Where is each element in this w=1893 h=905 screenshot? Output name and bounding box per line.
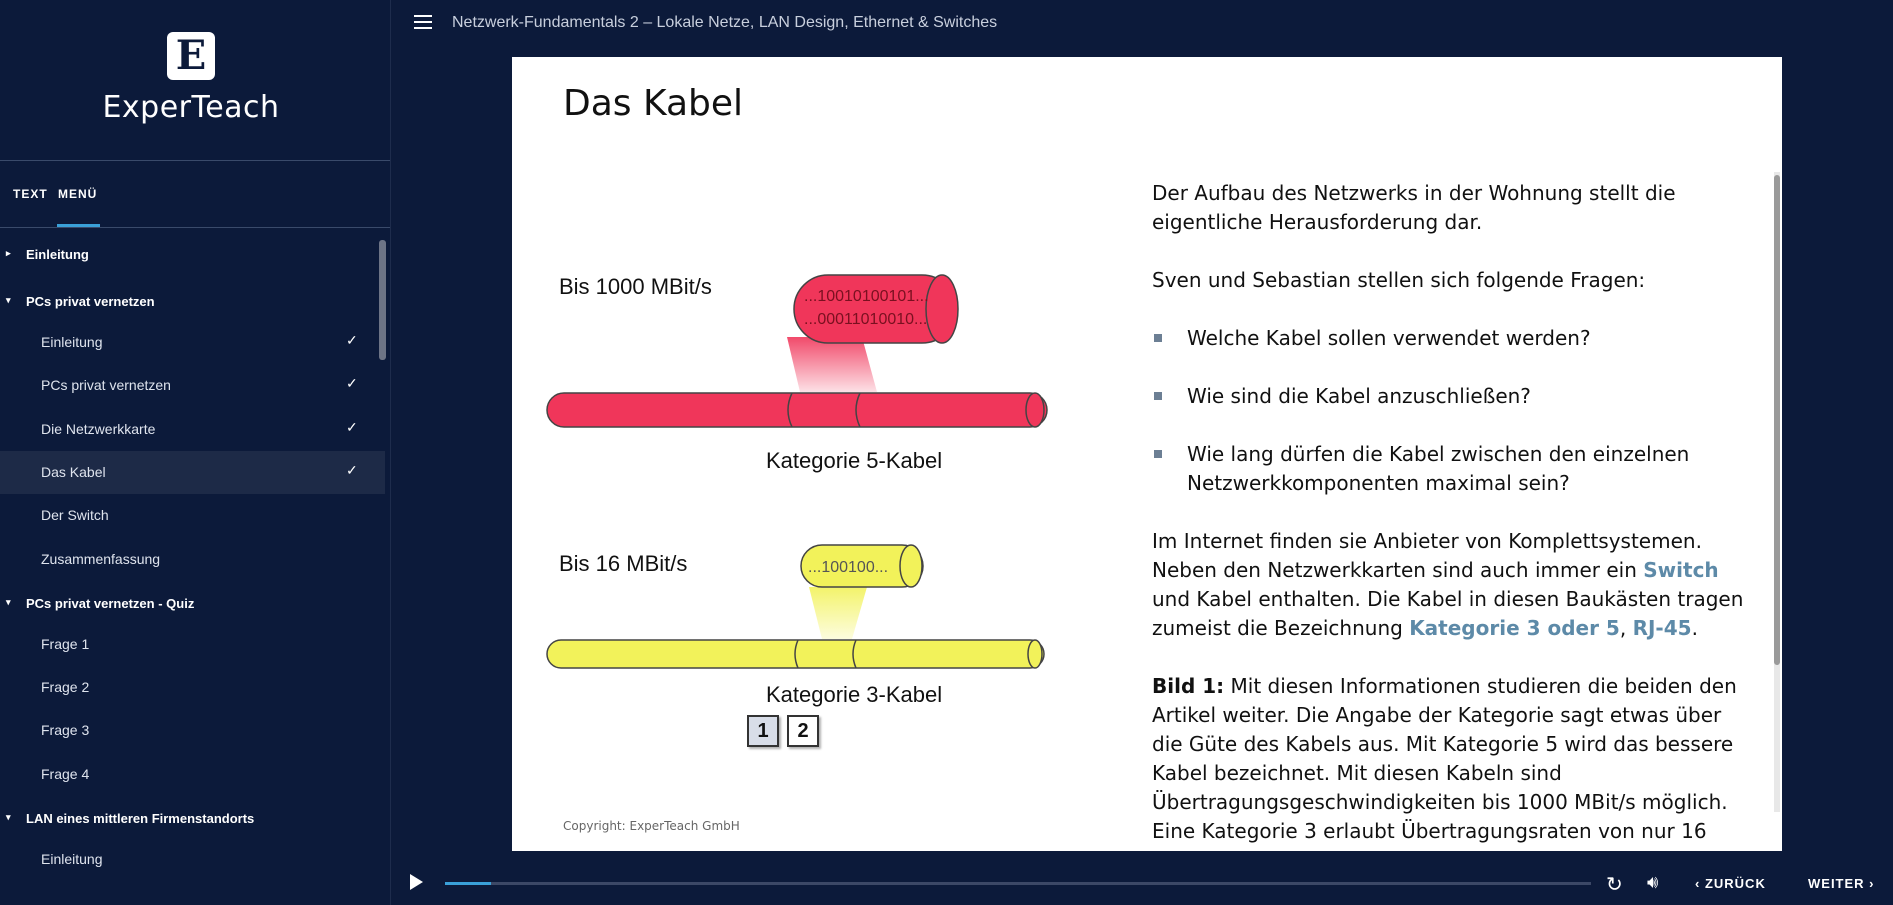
- cat5-bits-1: ...10010100101...: [804, 288, 929, 305]
- cat3-speed-label: Bis 16 MBit/s: [559, 551, 688, 576]
- cat5-bits-2: ...00011010010...: [804, 311, 928, 328]
- hamburger-menu-icon[interactable]: [414, 15, 434, 31]
- checkmark-icon: ✓: [346, 375, 358, 392]
- checkmark-icon: ✓: [346, 418, 358, 435]
- replay-icon[interactable]: ↻: [1606, 874, 1623, 896]
- checkmark-icon: ✓: [346, 461, 358, 478]
- slide-title: Das Kabel: [563, 83, 744, 124]
- sidebar-tabs: [0, 160, 390, 228]
- play-icon[interactable]: [410, 874, 423, 890]
- caret-down-icon: ▾: [6, 812, 11, 822]
- menu-item[interactable]: [0, 623, 385, 666]
- next-button[interactable]: WEITER ›: [1808, 876, 1875, 891]
- menu-section[interactable]: [0, 589, 375, 619]
- sidebar: [0, 0, 391, 905]
- menu-item-label: Einleitung: [41, 334, 103, 350]
- rj45-link[interactable]: RJ-45: [1632, 616, 1692, 640]
- cat5-beam: [787, 337, 877, 392]
- menu-section[interactable]: [0, 240, 375, 270]
- caret-right-icon: ▸: [6, 248, 11, 258]
- menu-item[interactable]: [0, 709, 385, 752]
- menu-item-label: Der Switch: [41, 507, 109, 524]
- menu-item-label: PCs privat vernetzen: [41, 377, 171, 394]
- caret-down-icon: ▾: [6, 295, 11, 305]
- paragraph-intro: Der Aufbau des Netzwerks in der Wohnung stellt die eigentliche Herausforderung dar.: [1152, 181, 1676, 234]
- menu-item-label: Das Kabel: [41, 463, 106, 480]
- cat5-bits-cylinder: [794, 275, 958, 343]
- menu-item[interactable]: [0, 321, 385, 364]
- tab-active-indicator: [57, 224, 100, 227]
- sidebar-scrollbar[interactable]: [379, 240, 386, 360]
- switch-link[interactable]: Switch: [1643, 558, 1719, 582]
- slide-text: [1152, 179, 1752, 851]
- menu-item-label: Einleitung: [41, 851, 103, 867]
- cat5-speed-label: Bis 1000 MBit/s: [559, 274, 712, 299]
- slide-content: [512, 57, 1782, 851]
- cable-diagram: [542, 197, 1102, 717]
- menu-section-label: PCs privat vernetzen: [26, 294, 155, 309]
- list-item: Wie sind die Kabel anzuschließen?: [1152, 382, 1752, 411]
- slide-scrollbar[interactable]: [1774, 175, 1780, 665]
- menu-section[interactable]: [0, 804, 375, 834]
- question-list: [1152, 324, 1752, 498]
- menu-item[interactable]: [0, 494, 385, 537]
- tab-menu[interactable]: MENÜ: [58, 187, 98, 201]
- caret-down-icon: ▾: [6, 596, 11, 607]
- logo: [0, 0, 390, 160]
- category-link[interactable]: Kategorie 3 oder 5: [1409, 616, 1620, 640]
- cat5-label: Kategorie 5-Kabel: [766, 448, 943, 473]
- list-item: Welche Kabel sollen verwendet werden?: [1152, 324, 1752, 353]
- menu-item[interactable]: [0, 538, 385, 581]
- menu-item-label: Zusammenfassung: [41, 550, 161, 567]
- logo-mark: E: [167, 32, 215, 80]
- menu-item[interactable]: [0, 753, 385, 796]
- menu-item-label: Frage 1: [41, 635, 90, 652]
- checkmark-icon: ✓: [346, 332, 358, 348]
- progress-fill: [445, 882, 491, 885]
- list-item: Wie lang dürfen die Kabel zwischen den einzelnen Netzwerkkomponenten maximal sein?: [1152, 440, 1752, 498]
- menu-item[interactable]: [0, 838, 385, 881]
- paragraph-bild1: Bild 1: Mit diesen Informationen studieren die beiden den Artikel weiter. Die Angabe der Kategorie sagt etwas über die Güte des Kabels aus. Mit Kategorie 5 wird das bessere Kabel bezeichnet. Mit diesen Kabeln sind Übertragungsgeschwindigkeiten bis 1000 MBit/s möglich. Eine Kategorie 3 erlaubt Übertragungsraten von nur 16: [1152, 674, 1737, 843]
- menu-item-label: Frage 4: [41, 765, 90, 782]
- menu-item[interactable]: [0, 364, 385, 407]
- cat3-bits-cylinder: [801, 545, 923, 587]
- course-title: Netzwerk-Fundamentals 2 – Lokale Netze, LAN Design, Ethernet & Switches: [452, 14, 998, 31]
- menu-item[interactable]: [0, 451, 385, 494]
- back-button[interactable]: ‹ ZURÜCK: [1695, 876, 1766, 891]
- menu-item-label: Die Netzwerkkarte: [41, 420, 156, 437]
- menu-item[interactable]: [0, 666, 385, 709]
- cat3-label: Kategorie 3-Kabel: [766, 682, 943, 707]
- paragraph-questions: Sven und Sebastian stellen sich folgende Fragen:: [1152, 268, 1646, 292]
- bullet-icon: [1154, 450, 1162, 458]
- paragraph-systems: Im Internet finden sie Anbieter von Komplettsystemen. Neben den Netzwerkkarten sind auch immer ein Switch und Kabel enthalten. Die Kabel in diesen Baukästen tragen zumeist die Bezeichnung Kategorie 3 oder 5, RJ-45.: [1152, 529, 1744, 640]
- menu-item[interactable]: [0, 408, 385, 451]
- cat3-bits: ...100100...: [808, 559, 889, 576]
- menu-section[interactable]: [0, 287, 375, 317]
- logo-text: ExperTeach: [102, 90, 280, 125]
- cat5-cable: [547, 393, 1047, 427]
- menu-section-label: LAN eines mittleren Firmenstandorts: [26, 811, 255, 826]
- progress-bar[interactable]: [445, 882, 1591, 885]
- cat3-cable: [547, 640, 1044, 668]
- pager-button-1[interactable]: 1: [747, 715, 779, 747]
- cat3-beam: [809, 587, 867, 639]
- copyright: Copyright: ExperTeach GmbH: [563, 819, 740, 833]
- volume-icon[interactable]: 🔊︎: [1647, 872, 1659, 892]
- pager-button-2[interactable]: 2: [787, 715, 819, 747]
- tab-text[interactable]: TEXT: [13, 187, 48, 201]
- menu-item-label: Frage 3: [41, 722, 90, 739]
- bullet-icon: [1154, 334, 1162, 342]
- menu-item-label: Frage 2: [41, 679, 90, 696]
- menu-section-label: PCs privat vernetzen - Quiz: [26, 595, 195, 611]
- menu-section-label: Einleitung: [26, 247, 89, 262]
- bullet-icon: [1154, 392, 1162, 400]
